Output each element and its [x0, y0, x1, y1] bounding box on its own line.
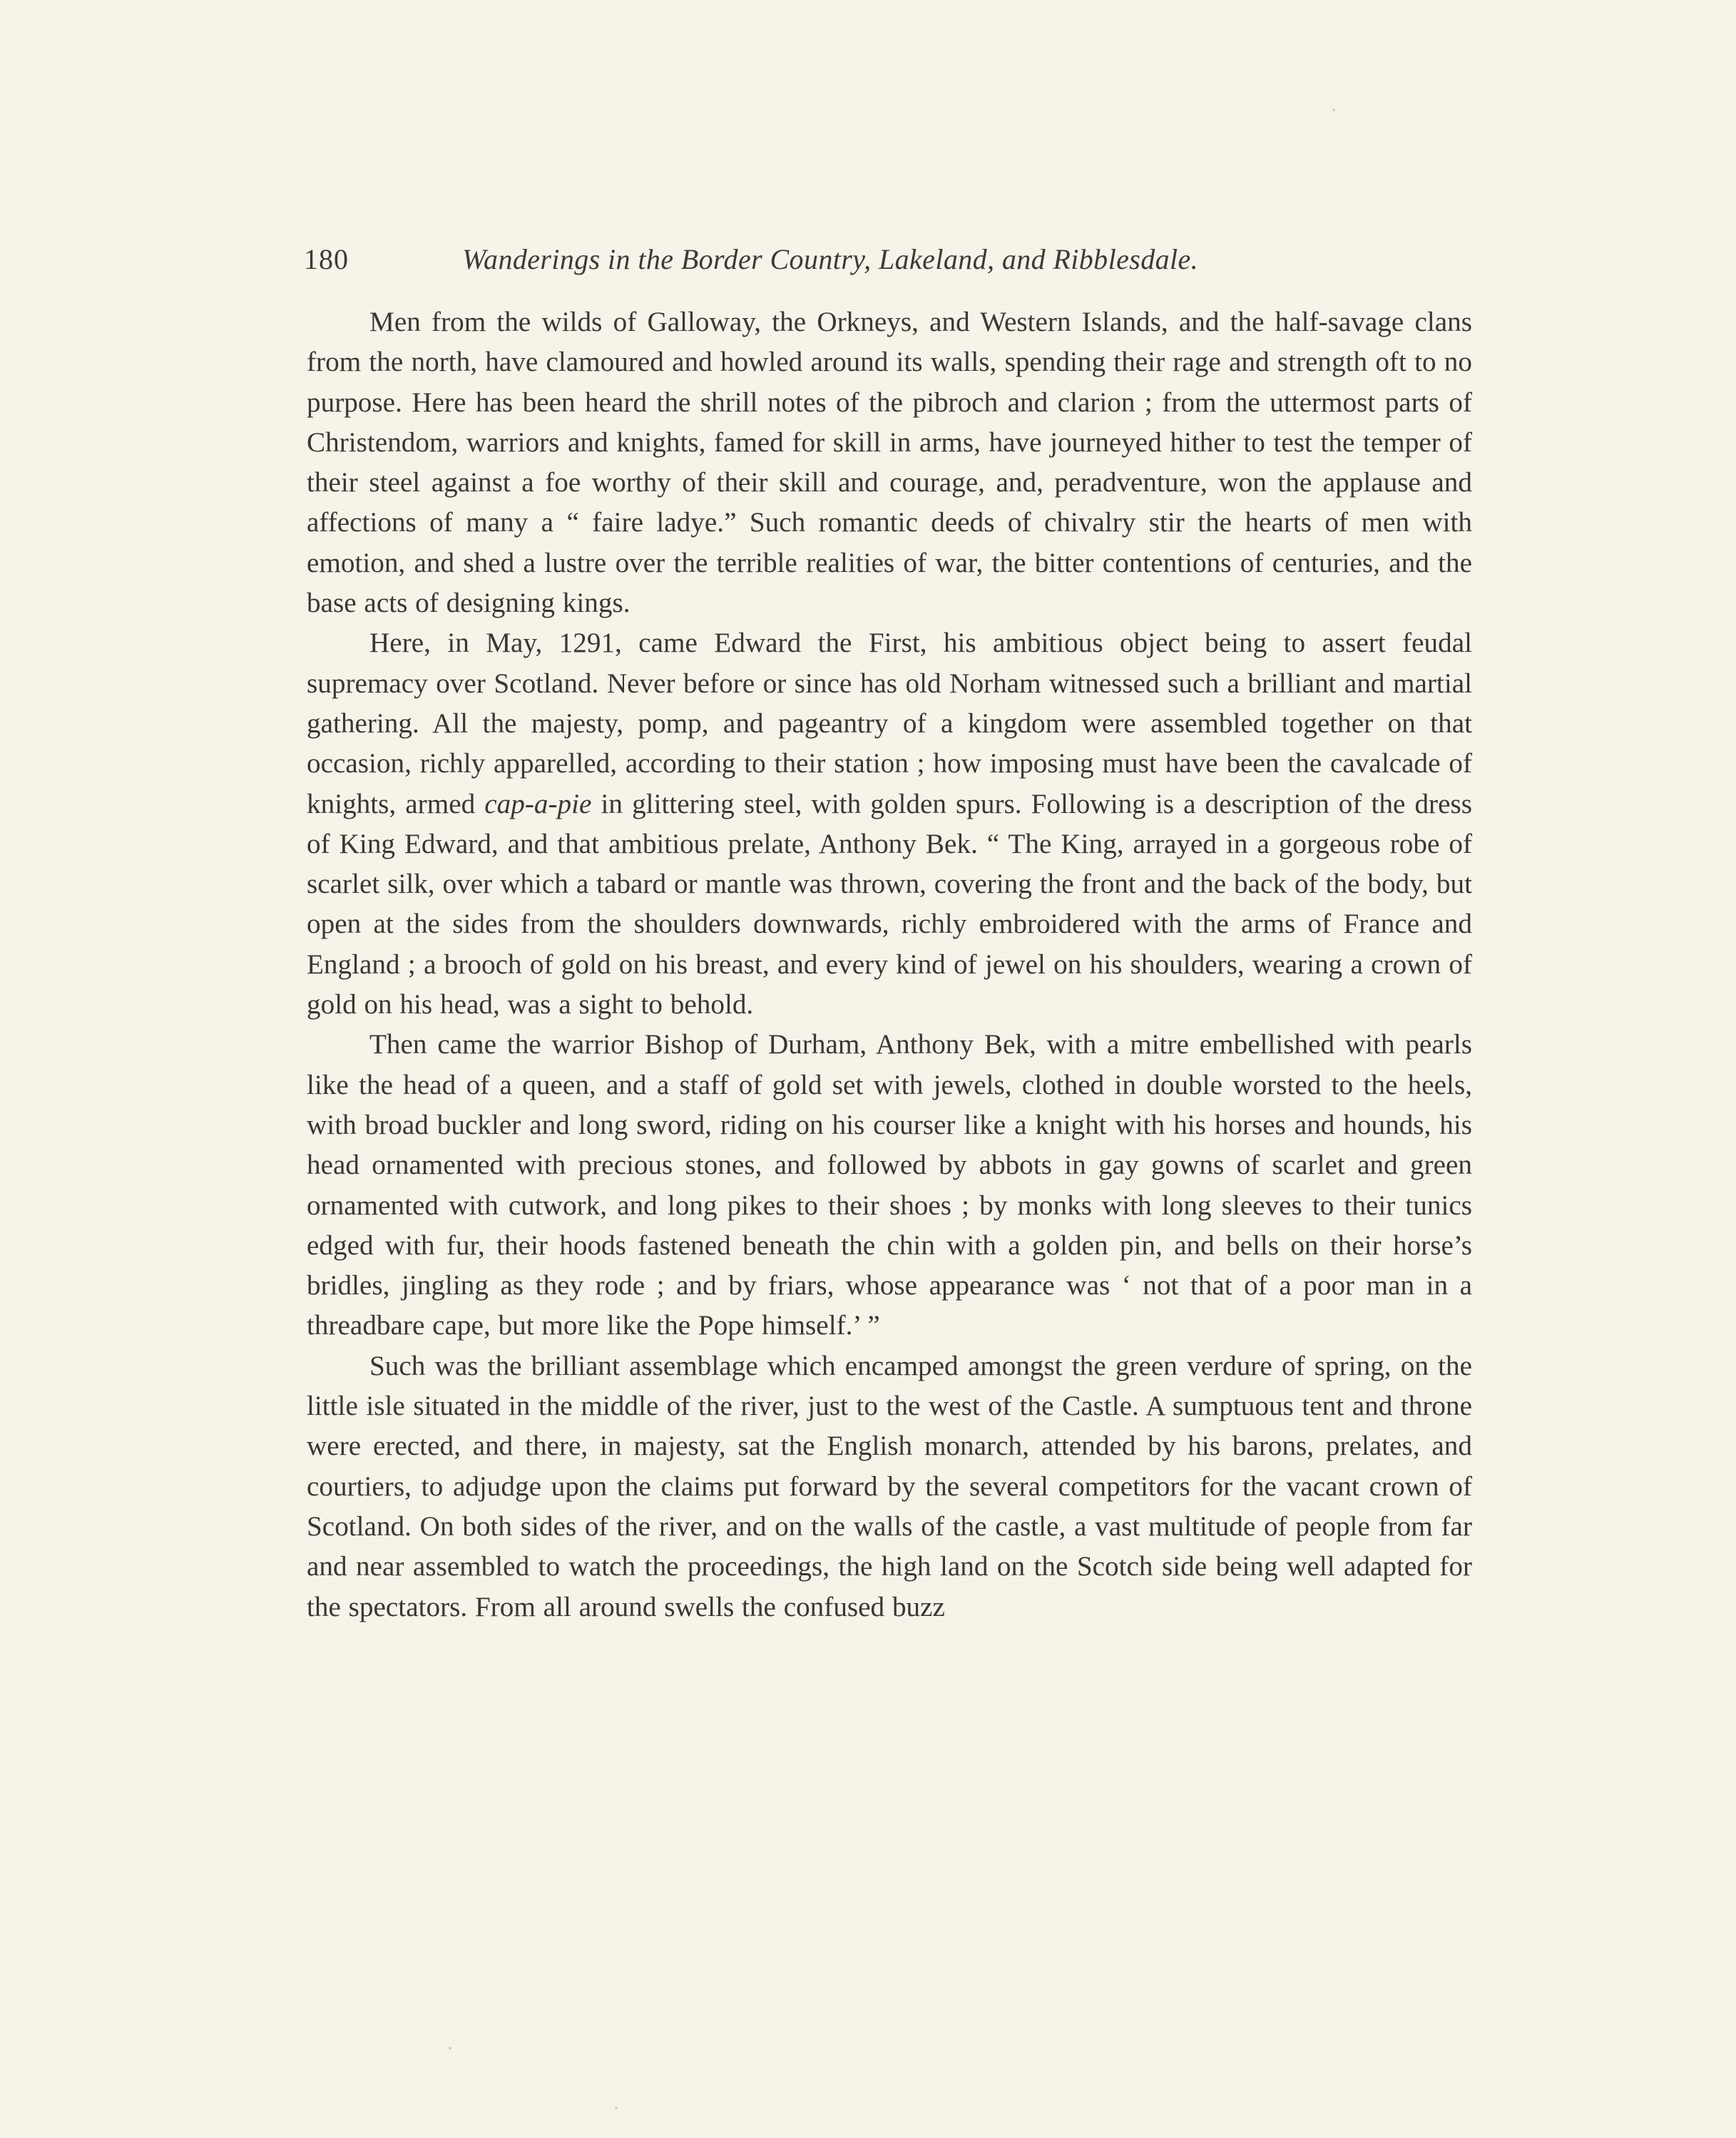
page-number: 180	[304, 243, 349, 275]
paragraph-4: Such was the brilliant assemblage which encamped amongst the green verdure of spring, on the little isle situated in the middle of the river, just to the west of the Castle. A sumptuous tent and throne were erected, and there, in majesty, sat the English monarch, attended by his barons, prelates, and courtiers, to adjudge upon the claims put forward by the several competitors for the vacant crown of Scotland. On both sides of the river, and on the walls of the castle, a vast multitude of people from far and near assembled to watch the proceedings, the high land on the Scotch side being well adapted for the spectators. From all around swells the confused buzz	[307, 1350, 1472, 1622]
paragraph-2-text-end: in glittering steel, with golden spurs. Following is a description of the dress of King Edward, and that ambitious prelate, Anthony Bek. “ The King, arrayed in a gorgeous robe of scarlet silk, over which a tabard or mantle was thrown, covering the front and the back of the body, but open at the sides from the shoulders downwards, richly embroidered with the arms of France and England ; a brooch of gold on his breast, and every kind of jewel on his shoulders, wearing a crown of gold on his head, was a sight to behold.	[307, 788, 1472, 1021]
paper-speck	[1332, 108, 1335, 111]
paper-speck	[449, 2047, 451, 2050]
running-head	[304, 238, 1474, 281]
running-title: Wanderings in the Border Country, Lakeland, and Ribblesdale.	[462, 243, 1199, 275]
paragraph-2-text-start: Here, in May, 1291, came Edward the First, his ambitious object being to assert feudal supremacy over Scotland. Never before or since has old Norham witnessed such a brilliant and martial gathering. All the majesty, pomp, and pageantry of a kingdom were assembled together on that occasion, richly apparelled, according to their station ; how imposing must have been the cavalcade of knights, armed	[307, 628, 1472, 819]
paper-speck	[615, 2107, 618, 2109]
italic-phrase: cap-a-pie	[484, 788, 592, 819]
paragraph-1: Men from the wilds of Galloway, the Orkneys, and Western Islands, and the half-savage clans from the north, have clamoured and howled around its walls, spending their rage and strength oft to no purpose. Here has been heard the shrill notes of the pibroch and clarion ; from the uttermost parts of Christendom, warriors and knights, famed for skill in arms, have journeyed hither to test the temper of their steel against a foe worthy of their skill and courage, and, peradventure, won the applause and affections of many a “ faire ladye.” Such romantic deeds of chivalry stir the hearts of men with emotion, and shed a lustre over the terrible realities of war, the bitter contentions of centuries, and the base acts of designing kings.	[307, 307, 1472, 619]
body-text	[307, 302, 1472, 1627]
paragraph-3: Then came the warrior Bishop of Durham, Anthony Bek, with a mitre embellished with pearls like the head of a queen, and a staff of gold set with jewels, clothed in double worsted to the heels, with broad buckler and long sword, riding on his courser like a knight with his horses and hounds, his head ornamented with precious stones, and followed by abbots in gay gowns of scarlet and green ornamented with cutwork, and long pikes to their shoes ; by monks with long sleeves to their tunics edged with fur, their hoods fastened beneath the chin with a golden pin, and bells on their horse’s bridles, jingling as they rode ; and by friars, whose appearance was ‘ not that of a poor man in a threadbare cape, but more like the Pope himself.’ ”	[307, 1029, 1472, 1341]
paragraph-2	[307, 623, 1472, 1025]
